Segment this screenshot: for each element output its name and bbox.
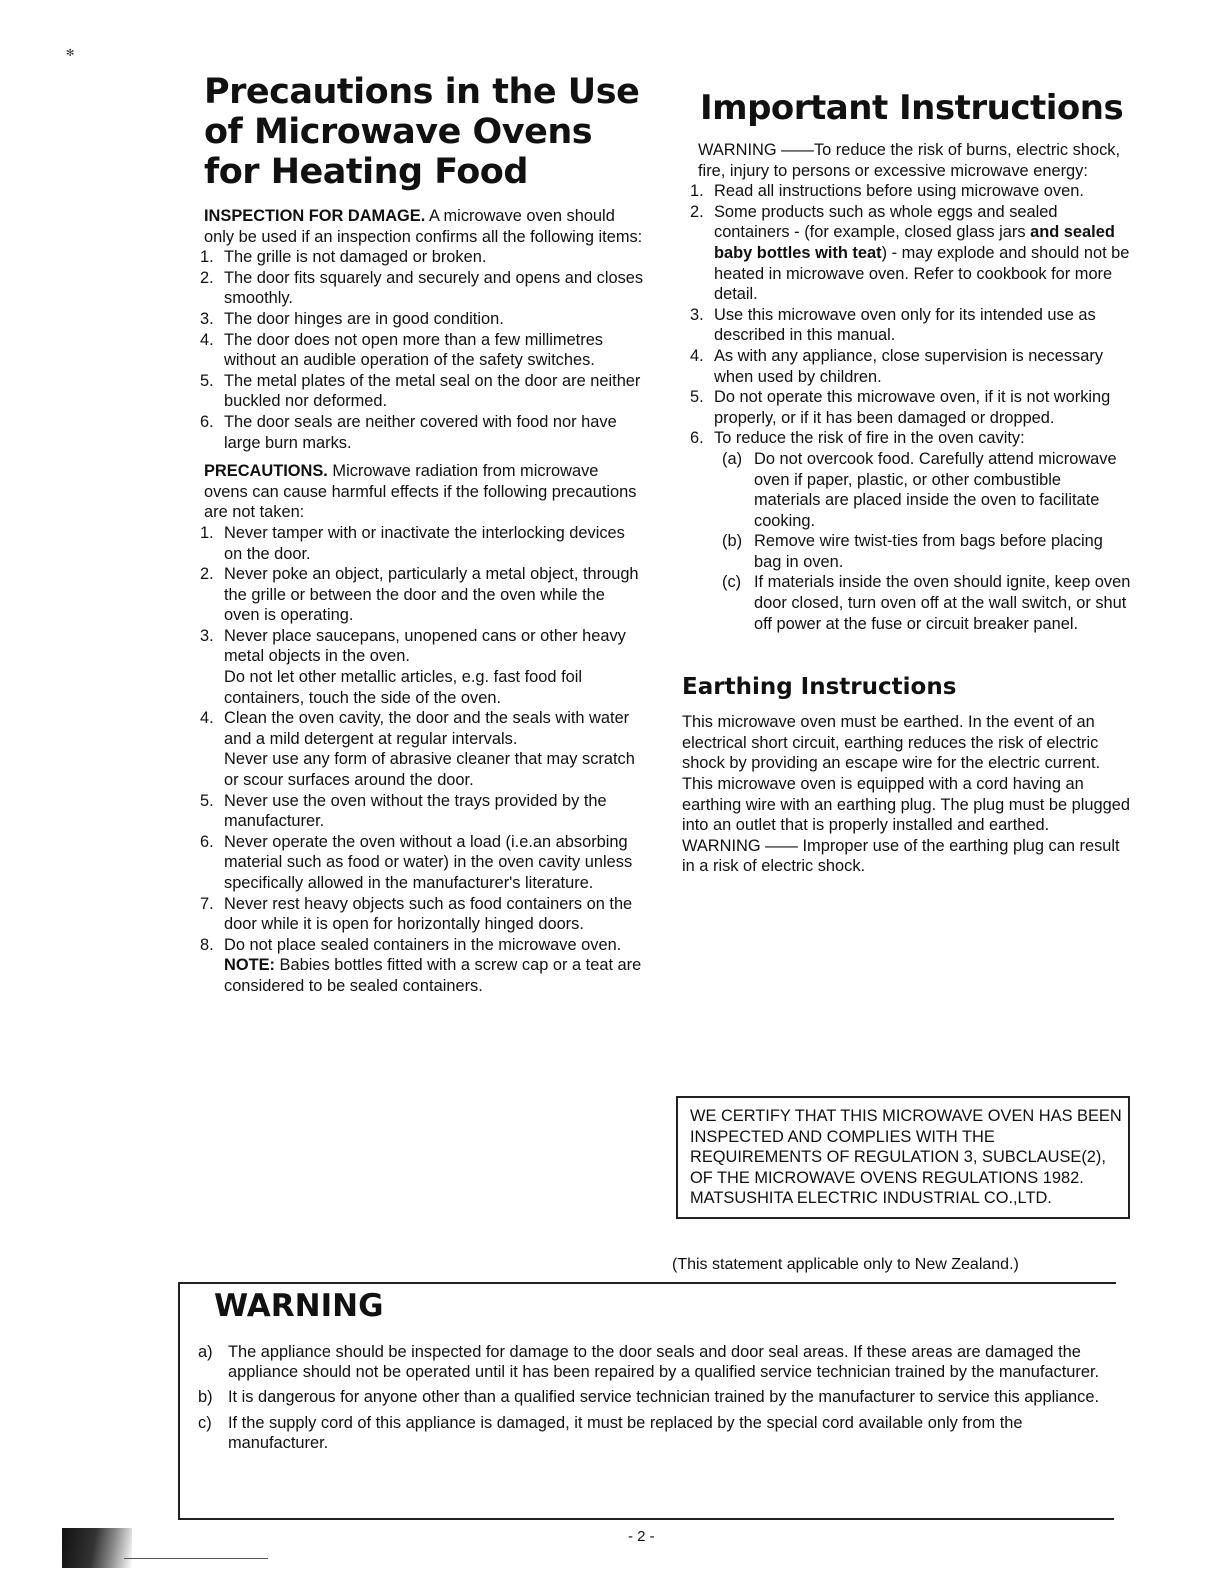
- note-body: Babies bottles fitted with a screw cap or a teat are considered to be sealed containers.: [224, 956, 642, 995]
- item-number: 1.: [690, 182, 704, 201]
- instructions-list: [682, 181, 1132, 634]
- item-number: 4.: [690, 346, 704, 365]
- scan-speck: ✻: [66, 48, 75, 59]
- item-text: ) - may explode and should not be heated in microwave oven. Refer to cookbook for more detail.: [714, 243, 1130, 304]
- list-item: [200, 626, 644, 708]
- list-item: [200, 412, 644, 453]
- precautions-text: Microwave radiation from microwave ovens can cause harmful effects if the following precautions are not taken:: [204, 462, 637, 522]
- inspection-intro: [192, 206, 644, 247]
- item-number: b): [198, 1388, 213, 1407]
- item-text-bold: and sealed baby bottles with teat: [714, 223, 1115, 262]
- certification-text: WE CERTIFY THAT THIS MICROWAVE OVEN HAS BEEN INSPECTED AND COMPLIES WITH THE REQUIREMENTS OF REGULATION 3, SUBCLAUSE(2), OF THE MICROWAVE OVENS REGULATIONS 1982.: [690, 1107, 1122, 1187]
- item-text: Never tamper with or inactivate the interlocking devices on the door.: [224, 523, 625, 563]
- item-extra-text: Do not let other metallic articles, e.g. fast food foil containers, touch the side of the oven.: [224, 668, 583, 707]
- item-number: 2.: [200, 268, 214, 287]
- instructions-title: Important Instructions: [700, 88, 1124, 128]
- list-item: [690, 181, 1132, 202]
- item-number: 6.: [200, 832, 214, 851]
- certification-box: [676, 1096, 1130, 1219]
- item-number: 8.: [200, 935, 214, 954]
- note-text: [224, 955, 644, 996]
- earthing-title: Earthing Instructions: [682, 674, 957, 701]
- item-text: The door does not open more than a few millimetres without an audible operation of the safety switches.: [224, 330, 604, 370]
- item-text: Do not place sealed containers in the microwave oven.: [224, 935, 622, 954]
- list-item: [198, 1413, 1116, 1453]
- item-text: Never place saucepans, unopened cans or other heavy metal objects in the oven.: [224, 626, 626, 666]
- item-number: 3.: [690, 305, 704, 324]
- list-item: [200, 330, 644, 371]
- warning-title: WARNING: [214, 1288, 384, 1324]
- precautions-intro: [192, 461, 644, 523]
- item-number: a): [198, 1343, 213, 1361]
- certification-company: MATSUSHITA ELECTRIC INDUSTRIAL CO.,LTD.: [690, 1189, 1052, 1208]
- item-text: Remove wire twist-ties from bags before placing bag in oven.: [754, 532, 1103, 571]
- item-number: c): [198, 1413, 212, 1432]
- item-number: 3.: [200, 309, 214, 328]
- item-text: It is dangerous for anyone other than a qualified service technician trained by the manufacturer to service this appliance.: [228, 1388, 1100, 1407]
- item-number: 4.: [200, 330, 214, 349]
- list-item: [200, 309, 644, 330]
- item-number: 5.: [200, 791, 214, 810]
- item-text: Never use the oven without the trays provided by the manufacturer.: [224, 791, 607, 831]
- list-item: [200, 268, 644, 309]
- list-item: [200, 371, 644, 412]
- item-text: If the supply cord of this appliance is damaged, it must be replaced by the special cord available only from the manufacturer.: [228, 1413, 1023, 1452]
- item-number: 4.: [200, 709, 214, 728]
- list-item: [198, 1342, 1116, 1382]
- item-number: 1.: [200, 248, 214, 267]
- scan-artifact: [62, 1528, 132, 1568]
- precautions-title: Precautions in the Use of Microwave Ovens for Heating Food: [204, 72, 640, 192]
- item-text: Use this microwave oven only for its intended use as described in this manual.: [714, 305, 1096, 345]
- note-label: NOTE:: [224, 956, 275, 975]
- item-number: 6.: [200, 412, 214, 431]
- item-text: The grille is not damaged or broken.: [224, 248, 487, 267]
- item-number: 7.: [200, 894, 214, 913]
- page-number: - 2 -: [628, 1528, 655, 1545]
- list-item: [722, 572, 1132, 634]
- list-item: [200, 708, 644, 790]
- instructions-column: [682, 88, 1132, 877]
- item-text: The door seals are neither covered with food nor have large burn marks.: [224, 412, 617, 452]
- item-number: 1.: [200, 523, 214, 542]
- warning-box-top-border: [180, 1282, 1116, 1284]
- list-item: [690, 202, 1132, 305]
- warning-list: [198, 1342, 1116, 1458]
- precautions-column: [192, 72, 644, 1005]
- item-number: (a): [722, 449, 743, 468]
- item-text: Never poke an object, particularly a metal object, through the grille or between the door and the oven while the oven is operating.: [224, 565, 639, 625]
- item-number: (b): [722, 532, 743, 551]
- list-item: [200, 523, 644, 564]
- item-text: The appliance should be inspected for damage to the door seals and door seal areas. If these areas are damaged the appliance should not be operated until it has been repaired by a qualified service technician trained by the manufacturer.: [228, 1343, 1100, 1382]
- list-item: [200, 247, 644, 268]
- item-extra-text: Never use any form of abrasive cleaner that may scratch or scour surfaces around the door.: [224, 750, 635, 790]
- list-item: [200, 564, 644, 626]
- list-item: [722, 449, 1132, 531]
- list-item: [200, 791, 644, 832]
- inspection-lead: INSPECTION FOR DAMAGE.: [204, 207, 426, 225]
- item-number: 2.: [690, 202, 704, 221]
- list-item: [690, 387, 1132, 428]
- earthing-text: This microwave oven must be earthed. In the event of an electrical short circuit, earthing reduces the risk of electric shock by providing an escape wire for the electric current. This microwave oven is equipped with a cord having an earthing wire with an earthing plug. The plug must be plugged into an outlet that is properly installed and earthed.: [682, 713, 1130, 835]
- list-item: [690, 346, 1132, 387]
- item-number: 5.: [200, 371, 214, 390]
- precautions-lead: PRECAUTIONS.: [204, 462, 328, 481]
- item-text: Never operate the oven without a load (i.e.an absorbing material such as food or water) in the oven cavity unless specifically allowed in the manufacturer's literature.: [224, 832, 633, 892]
- item-number: 2.: [200, 565, 214, 584]
- list-item: [200, 894, 644, 935]
- list-item: [200, 935, 644, 997]
- inspection-text: A microwave oven should only be used if an inspection confirms all the following items:: [204, 207, 643, 246]
- fire-sublist: [714, 449, 1132, 634]
- warning-intro: WARNING ——To reduce the risk of burns, electric shock, fire, injury to persons or excessive microwave energy:: [698, 141, 1121, 180]
- item-text: If materials inside the oven should ignite, keep oven door closed, turn oven off at the wall switch, or shut off power at the fuse or circuit breaker panel.: [754, 573, 1131, 633]
- scan-line: [124, 1558, 268, 1559]
- list-item: [198, 1387, 1116, 1407]
- item-text: Read all instructions before using microwave oven.: [714, 182, 1084, 201]
- precautions-list: [192, 523, 644, 997]
- item-text: Some products such as whole eggs and sealed containers - (for example, closed glass jars: [714, 202, 1058, 242]
- item-number: (c): [722, 573, 742, 592]
- item-text: Do not overcook food. Carefully attend microwave oven if paper, plastic, or other combustible materials are placed inside the oven to facilitate cooking.: [754, 449, 1117, 530]
- inspection-list: [192, 247, 644, 453]
- item-number: 6.: [690, 429, 704, 448]
- item-number: 5.: [690, 388, 704, 407]
- item-text: The metal plates of the metal seal on the door are neither buckled nor deformed.: [224, 371, 641, 411]
- item-number: 3.: [200, 626, 214, 645]
- item-text: Do not operate this microwave oven, if it is not working properly, or if it has been damaged or dropped.: [714, 388, 1111, 427]
- earthing-warning: WARNING —— Improper use of the earthing plug can result in a risk of electric shock.: [682, 836, 1120, 876]
- item-text: Clean the oven cavity, the door and the seals with water and a mild detergent at regular intervals.: [224, 709, 630, 748]
- item-text: The door hinges are in good condition.: [224, 309, 504, 328]
- item-text: To reduce the risk of fire in the oven cavity:: [714, 429, 1025, 448]
- list-item: [690, 305, 1132, 346]
- certification-note: (This statement applicable only to New Zealand.): [672, 1256, 1019, 1273]
- item-text: The door fits squarely and securely and opens and closes smoothly.: [224, 268, 644, 308]
- list-item: [200, 832, 644, 894]
- item-text: Never rest heavy objects such as food containers on the door while it is open for horizontally hinged doors.: [224, 894, 633, 934]
- list-item: [722, 531, 1132, 572]
- item-text: As with any appliance, close supervision is necessary when used by children.: [714, 346, 1104, 386]
- list-item: [690, 428, 1132, 634]
